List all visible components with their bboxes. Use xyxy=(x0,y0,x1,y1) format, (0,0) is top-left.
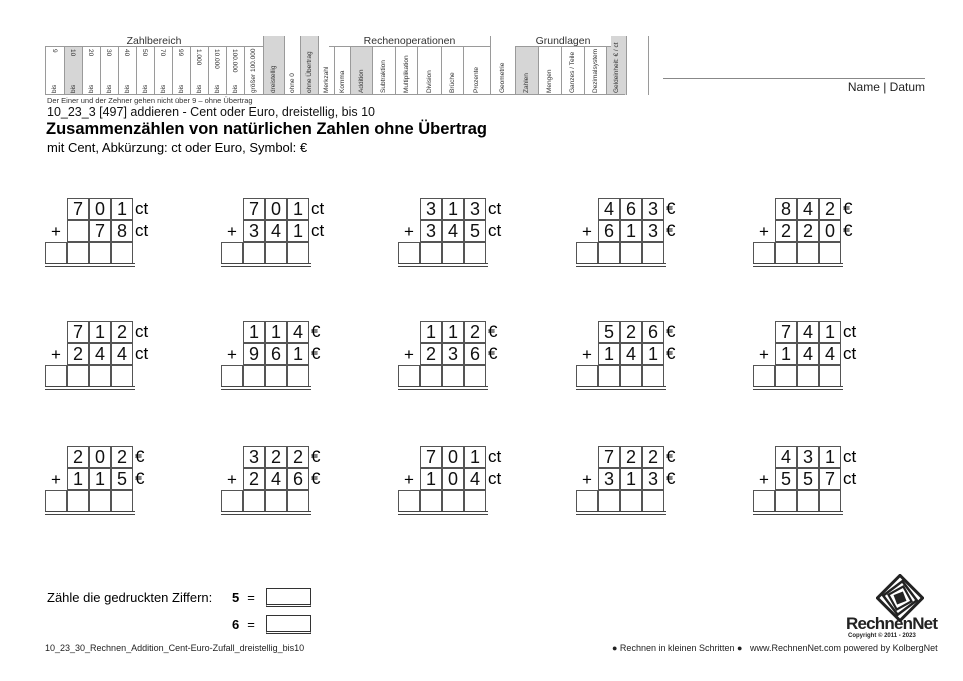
addend-2-digit: 4 xyxy=(111,343,133,365)
topic-column-top: 9 xyxy=(50,49,58,53)
answer-digit-box[interactable] xyxy=(576,365,598,387)
answer-digit-box[interactable] xyxy=(775,365,797,387)
footer-filename: 10_23_30_Rechnen_Addition_Cent-Euro-Zufall_dreistellig_bis10 xyxy=(45,643,305,653)
addition-problem xyxy=(45,446,185,516)
result-double-line xyxy=(221,511,311,515)
plus-sign: + xyxy=(582,222,592,241)
addend-1-digit: 2 xyxy=(111,446,133,468)
addend-1-digit: 4 xyxy=(775,446,797,468)
unit-label: € xyxy=(843,199,853,218)
rechnennet-logo xyxy=(844,574,938,644)
addend-1-digit: 1 xyxy=(420,321,442,343)
answer-digit-box[interactable] xyxy=(819,242,841,264)
addend-2-digit: 2 xyxy=(775,220,797,242)
answer-digit-box[interactable] xyxy=(797,490,819,512)
addition-problem xyxy=(576,321,716,391)
addend-2-digit: 6 xyxy=(265,343,287,365)
unit-label: ct xyxy=(311,221,325,240)
topic-column-top: 70 xyxy=(159,49,167,57)
addend-2-digit: 6 xyxy=(464,343,486,365)
addend-1-digit: 6 xyxy=(642,321,664,343)
plus-sign: + xyxy=(227,222,237,241)
answer-digit-box[interactable] xyxy=(265,365,287,387)
answer-digit-box[interactable] xyxy=(221,242,243,264)
count-digits-label: Zähle die gedruckten Ziffern: xyxy=(47,590,213,605)
addend-2-digit: 1 xyxy=(67,468,89,490)
addend-2-digit: 2 xyxy=(243,468,265,490)
name-date-label: Name | Datum xyxy=(847,80,925,94)
addend-2-digit: 4 xyxy=(819,343,841,365)
page-title: Zusammenzählen von natürlichen Zahlen ohne Übertrag xyxy=(46,120,487,138)
answer-digit-box[interactable] xyxy=(442,490,464,512)
header-divider xyxy=(45,94,625,95)
result-double-line xyxy=(221,263,311,267)
topic-column-top: 20 xyxy=(87,49,95,57)
topic-column-top: 99 xyxy=(177,49,185,57)
topic-column-top: 40 xyxy=(123,49,131,57)
unit-label: € xyxy=(666,221,676,240)
answer-digit-box[interactable] xyxy=(420,490,442,512)
answer-digit-box[interactable] xyxy=(464,242,486,264)
addend-1-digit: 2 xyxy=(819,198,841,220)
unit-label: € xyxy=(311,322,321,341)
result-double-line xyxy=(576,386,666,390)
answer-digit-box[interactable] xyxy=(265,242,287,264)
footer-slogan: ● Rechnen in kleinen Schritten ● xyxy=(612,643,743,653)
unit-label: € xyxy=(135,447,145,466)
answer-digit-box[interactable] xyxy=(819,365,841,387)
unit-label: ct xyxy=(311,199,325,218)
result-double-line xyxy=(576,511,666,515)
answer-digit-box[interactable] xyxy=(265,490,287,512)
answer-digit-box[interactable] xyxy=(620,365,642,387)
topic-column-label: bis xyxy=(87,84,95,93)
topic-column-label: bis xyxy=(69,84,77,93)
result-double-line xyxy=(753,511,843,515)
addend-1-digit: 1 xyxy=(442,198,464,220)
addition-problem xyxy=(221,321,361,391)
unit-label: € xyxy=(666,447,676,466)
unit-label: € xyxy=(135,469,145,488)
topic-column-label: dreistellig xyxy=(270,65,277,93)
addend-1-digit: 4 xyxy=(797,321,819,343)
plus-sign: + xyxy=(227,345,237,364)
addend-2-digit: 4 xyxy=(442,220,464,242)
topic-column-label: ohne Übertrag xyxy=(305,51,313,93)
copyright: Copyright © 2011 - 2023 xyxy=(848,633,916,639)
addend-1-digit: 2 xyxy=(642,446,664,468)
addend-2-digit: 2 xyxy=(420,343,442,365)
addend-1-digit: 3 xyxy=(243,446,265,468)
addend-2-digit: 2 xyxy=(797,220,819,242)
answer-digit-box[interactable] xyxy=(221,490,243,512)
answer-digit-box[interactable] xyxy=(111,242,133,264)
footer-site: www.RechnenNet.com powered by KolbergNet xyxy=(750,643,938,653)
result-double-line xyxy=(45,386,135,390)
answer-digit-box[interactable] xyxy=(398,365,420,387)
topic-column xyxy=(626,36,648,95)
plus-sign: + xyxy=(759,222,769,241)
answer-digit-box[interactable] xyxy=(642,242,664,264)
addend-1-digit: 1 xyxy=(287,198,309,220)
addition-problem xyxy=(45,198,185,268)
addend-1-digit: 7 xyxy=(775,321,797,343)
result-double-line xyxy=(45,511,135,515)
topic-column-label: bis xyxy=(177,84,185,93)
plus-sign: + xyxy=(582,345,592,364)
topic-column-label: bis xyxy=(105,84,113,93)
answer-digit-box[interactable] xyxy=(775,242,797,264)
plus-sign: + xyxy=(759,345,769,364)
addend-2-digit: 6 xyxy=(287,468,309,490)
addend-2-digit: 1 xyxy=(642,343,664,365)
topic-column-top: 50 xyxy=(141,49,149,57)
addend-1-digit: 7 xyxy=(420,446,442,468)
unit-label: € xyxy=(311,469,321,488)
addend-2-digit: 6 xyxy=(598,220,620,242)
answer-digit-box[interactable] xyxy=(819,490,841,512)
addend-2-digit: 3 xyxy=(598,468,620,490)
unit-label: ct xyxy=(135,221,149,240)
addend-1-digit: 3 xyxy=(642,198,664,220)
hint-note: Der Einer und der Zehner gehen nicht über 9 – ohne Übertrag xyxy=(47,96,253,105)
topic-column-label: bis xyxy=(123,84,131,93)
addend-1-digit: 2 xyxy=(67,446,89,468)
addend-1-digit: 1 xyxy=(442,321,464,343)
addend-1-digit: 7 xyxy=(67,321,89,343)
addend-2-digit: 5 xyxy=(775,468,797,490)
addition-problem xyxy=(576,446,716,516)
unit-label: ct xyxy=(843,322,857,341)
unit-label: ct xyxy=(488,447,502,466)
answer-digit-box[interactable] xyxy=(67,242,89,264)
topic-column-top: 30 xyxy=(105,49,113,57)
answer-digit-box[interactable] xyxy=(420,242,442,264)
topic-column-label: Dezimalsystem xyxy=(591,48,599,93)
answer-digit-box[interactable] xyxy=(221,365,243,387)
addend-2-digit: 1 xyxy=(775,343,797,365)
addition-problem xyxy=(221,198,361,268)
topic-column-label: größer 100.000 xyxy=(250,48,257,93)
addend-2-digit: 1 xyxy=(598,343,620,365)
count-answer-box-5[interactable] xyxy=(266,588,311,607)
addend-1-digit: 7 xyxy=(67,198,89,220)
topic-column-label: Geometrie xyxy=(499,62,506,93)
topic-column xyxy=(490,36,515,95)
addition-problem xyxy=(398,321,538,391)
worksheet-meta: 10_23_3 [497] addieren - Cent oder Euro, dreistellig, bis 10 xyxy=(47,105,375,119)
addend-2-digit: 1 xyxy=(420,468,442,490)
count-digit: 5 xyxy=(232,590,240,605)
addend-2-digit: 2 xyxy=(67,343,89,365)
topic-column-top: 10.000 xyxy=(213,49,221,69)
addend-2-digit: 1 xyxy=(620,468,642,490)
answer-digit-box[interactable] xyxy=(287,242,309,264)
answer-digit-box[interactable] xyxy=(45,490,67,512)
addend-1-digit: 1 xyxy=(89,321,111,343)
topic-column-top: 1.000 xyxy=(195,49,203,66)
unit-label: € xyxy=(666,322,676,341)
answer-digit-box[interactable] xyxy=(243,365,265,387)
unit-label: ct xyxy=(135,199,149,218)
answer-digit-box[interactable] xyxy=(442,242,464,264)
addend-1-digit: 4 xyxy=(598,198,620,220)
addend-2-digit: 1 xyxy=(89,468,111,490)
unit-label: € xyxy=(488,344,498,363)
addend-1-digit: 1 xyxy=(819,446,841,468)
name-date-line xyxy=(663,78,925,79)
addend-1-digit: 7 xyxy=(598,446,620,468)
answer-digit-box[interactable] xyxy=(797,242,819,264)
answer-digit-box[interactable] xyxy=(67,365,89,387)
unit-label: € xyxy=(843,221,853,240)
addend-1-digit: 1 xyxy=(243,321,265,343)
addition-problem xyxy=(221,446,361,516)
topic-column-label: Brüche xyxy=(448,72,456,93)
addend-1-digit: 0 xyxy=(265,198,287,220)
addend-1-digit: 0 xyxy=(89,198,111,220)
answer-digit-box[interactable] xyxy=(620,490,642,512)
equals-sign: = xyxy=(247,617,255,632)
topic-group-title: Rechenoperationen xyxy=(329,36,490,47)
plus-sign: + xyxy=(404,222,414,241)
addend-2-digit: 1 xyxy=(287,343,309,365)
result-double-line xyxy=(398,511,488,515)
unit-label: ct xyxy=(488,469,502,488)
addend-2-digit: 3 xyxy=(420,220,442,242)
logo-text: RechnenNet xyxy=(846,614,938,633)
count-answer-box-6[interactable] xyxy=(266,615,311,634)
addend-2-digit: 4 xyxy=(265,220,287,242)
topic-column-top: 100.000 xyxy=(231,49,239,73)
unit-label: € xyxy=(311,344,321,363)
page-subtitle: mit Cent, Abkürzung: ct oder Euro, Symbol: € xyxy=(47,140,308,155)
addend-1-digit: 1 xyxy=(819,321,841,343)
count-digit: 6 xyxy=(232,617,240,632)
answer-digit-box[interactable] xyxy=(598,365,620,387)
plus-sign: + xyxy=(582,470,592,489)
answer-digit-box[interactable] xyxy=(398,242,420,264)
addend-1-digit: 2 xyxy=(287,446,309,468)
addition-problem xyxy=(398,198,538,268)
topic-column-label: Ganzes / Teile xyxy=(569,51,576,93)
result-double-line xyxy=(753,386,843,390)
answer-digit-box[interactable] xyxy=(398,490,420,512)
answer-digit-box[interactable] xyxy=(111,490,133,512)
topic-column-top: 10 xyxy=(69,49,77,57)
addend-2-digit: 0 xyxy=(442,468,464,490)
topic-column-label: bis xyxy=(195,84,203,93)
addition-problem xyxy=(398,446,538,516)
topic-column-label: bis xyxy=(159,84,167,93)
result-double-line xyxy=(45,263,135,267)
unit-label: ct xyxy=(488,221,502,240)
unit-label: ct xyxy=(843,447,857,466)
addend-1-digit: 7 xyxy=(243,198,265,220)
plus-sign: + xyxy=(227,470,237,489)
addend-1-digit: 1 xyxy=(265,321,287,343)
addend-2-digit xyxy=(67,220,89,242)
unit-label: ct xyxy=(135,344,149,363)
unit-label: ct xyxy=(843,469,857,488)
addend-2-digit: 9 xyxy=(243,343,265,365)
topic-column-label: bis xyxy=(213,84,221,93)
topic-column-label: Zahlen xyxy=(523,73,530,93)
addend-2-digit: 3 xyxy=(442,343,464,365)
answer-digit-box[interactable] xyxy=(287,490,309,512)
addend-1-digit: 2 xyxy=(620,446,642,468)
addition-problem xyxy=(753,198,893,268)
topic-column-label: Subtraktion xyxy=(380,60,387,93)
addend-2-digit: 4 xyxy=(620,343,642,365)
answer-digit-box[interactable] xyxy=(45,242,67,264)
addend-2-digit: 4 xyxy=(89,343,111,365)
topic-group-title: Zahlbereich xyxy=(45,36,263,47)
answer-digit-box[interactable] xyxy=(797,365,819,387)
answer-digit-box[interactable] xyxy=(576,242,598,264)
addend-1-digit: 3 xyxy=(464,198,486,220)
addend-2-digit: 1 xyxy=(287,220,309,242)
answer-digit-box[interactable] xyxy=(420,365,442,387)
addend-1-digit: 2 xyxy=(620,321,642,343)
addend-1-digit: 0 xyxy=(89,446,111,468)
answer-digit-box[interactable] xyxy=(598,490,620,512)
topic-column xyxy=(263,36,284,95)
count-row-5 xyxy=(232,590,255,605)
addend-2-digit: 7 xyxy=(89,220,111,242)
unit-label: ct xyxy=(843,344,857,363)
addition-problem xyxy=(753,446,893,516)
topic-column-label: ohne 0 xyxy=(288,73,296,93)
topic-column-label: Komma xyxy=(338,70,346,93)
addend-1-digit: 0 xyxy=(442,446,464,468)
addend-2-digit: 3 xyxy=(642,220,664,242)
plus-sign: + xyxy=(404,470,414,489)
addend-2-digit: 3 xyxy=(642,468,664,490)
addend-1-digit: 2 xyxy=(464,321,486,343)
result-double-line xyxy=(398,386,488,390)
unit-label: € xyxy=(666,199,676,218)
answer-digit-box[interactable] xyxy=(89,490,111,512)
topic-column xyxy=(300,36,318,95)
addend-1-digit: 4 xyxy=(287,321,309,343)
topic-group-title: Grundlagen xyxy=(515,36,611,47)
answer-digit-box[interactable] xyxy=(442,365,464,387)
result-double-line xyxy=(221,386,311,390)
unit-label: € xyxy=(666,469,676,488)
addend-2-digit: 1 xyxy=(620,220,642,242)
answer-digit-box[interactable] xyxy=(243,242,265,264)
addend-1-digit: 1 xyxy=(464,446,486,468)
result-double-line xyxy=(576,263,666,267)
answer-digit-box[interactable] xyxy=(753,242,775,264)
answer-digit-box[interactable] xyxy=(111,365,133,387)
addend-2-digit: 5 xyxy=(111,468,133,490)
plus-sign: + xyxy=(51,222,61,241)
topic-column-label: Geldeinheit: € / ct xyxy=(612,42,620,93)
addend-1-digit: 2 xyxy=(111,321,133,343)
count-row-6 xyxy=(232,617,255,632)
addend-2-digit: 5 xyxy=(797,468,819,490)
addend-2-digit: 3 xyxy=(243,220,265,242)
answer-digit-box[interactable] xyxy=(753,365,775,387)
answer-digit-box[interactable] xyxy=(464,365,486,387)
addend-1-digit: 6 xyxy=(620,198,642,220)
addend-1-digit: 2 xyxy=(265,446,287,468)
addend-1-digit: 3 xyxy=(797,446,819,468)
topic-column-label: Mengen xyxy=(546,69,553,93)
topic-column-label: Addition xyxy=(357,69,365,93)
addend-2-digit: 4 xyxy=(464,468,486,490)
topic-column-label: bis xyxy=(51,84,58,93)
addend-2-digit: 4 xyxy=(265,468,287,490)
unit-label: ct xyxy=(488,199,502,218)
unit-label: € xyxy=(488,322,498,341)
answer-digit-box[interactable] xyxy=(598,242,620,264)
topic-column xyxy=(284,36,300,95)
addend-1-digit: 8 xyxy=(775,198,797,220)
answer-digit-box[interactable] xyxy=(243,490,265,512)
topic-column-label: bis xyxy=(231,84,239,93)
plus-sign: + xyxy=(404,345,414,364)
answer-digit-box[interactable] xyxy=(576,490,598,512)
addend-2-digit: 5 xyxy=(464,220,486,242)
addition-problem xyxy=(576,198,716,268)
addend-1-digit: 1 xyxy=(111,198,133,220)
plus-sign: + xyxy=(51,470,61,489)
unit-label: € xyxy=(311,447,321,466)
topic-column-label: bis xyxy=(141,84,149,93)
topic-column-label: Prozente xyxy=(473,66,480,93)
addend-1-digit: 4 xyxy=(797,198,819,220)
answer-digit-box[interactable] xyxy=(620,242,642,264)
unit-label: ct xyxy=(135,322,149,341)
topic-column-label: Merkzahl xyxy=(322,66,330,93)
addend-2-digit: 7 xyxy=(819,468,841,490)
result-double-line xyxy=(753,263,843,267)
unit-label: € xyxy=(666,344,676,363)
answer-digit-box[interactable] xyxy=(89,365,111,387)
result-double-line xyxy=(398,263,488,267)
answer-digit-box[interactable] xyxy=(67,490,89,512)
topic-column-label: Division xyxy=(425,70,433,93)
equals-sign: = xyxy=(247,590,255,605)
answer-digit-box[interactable] xyxy=(464,490,486,512)
addition-problem xyxy=(753,321,893,391)
topic-column-label: Multiplikation xyxy=(402,55,410,93)
answer-digit-box[interactable] xyxy=(753,490,775,512)
answer-digit-box[interactable] xyxy=(642,490,664,512)
addend-2-digit: 0 xyxy=(819,220,841,242)
addend-2-digit: 4 xyxy=(797,343,819,365)
answer-digit-box[interactable] xyxy=(45,365,67,387)
plus-sign: + xyxy=(759,470,769,489)
addend-1-digit: 5 xyxy=(598,321,620,343)
answer-digit-box[interactable] xyxy=(287,365,309,387)
addition-problem xyxy=(45,321,185,391)
answer-digit-box[interactable] xyxy=(89,242,111,264)
answer-digit-box[interactable] xyxy=(642,365,664,387)
addend-1-digit: 3 xyxy=(420,198,442,220)
addend-2-digit: 8 xyxy=(111,220,133,242)
plus-sign: + xyxy=(51,345,61,364)
topic-column-end xyxy=(648,36,649,95)
answer-digit-box[interactable] xyxy=(775,490,797,512)
